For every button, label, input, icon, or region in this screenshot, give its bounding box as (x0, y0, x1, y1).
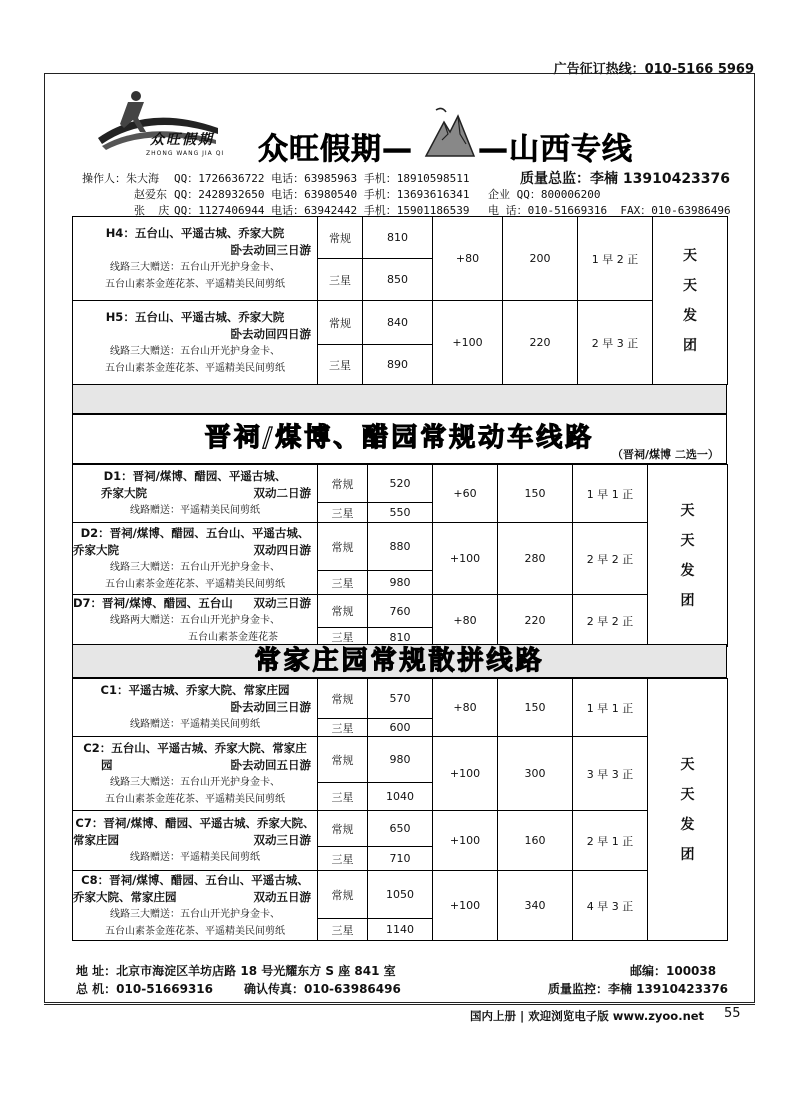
operator-1-name: 操作人：朱大海 (82, 172, 159, 185)
daily-departure: 天 天 发 团 (648, 465, 728, 647)
route-c7: C7：晋祠/煤博、醋园、平遥古城、乔家大院、 常家庄园 双动三日游 线路赠送：平遥精美民间剪纸 (73, 811, 318, 871)
route-c1: C1：平遥古城、乔家大院、常家庄园 卧去动回三日游 线路赠送：平遥精美民间剪纸 (73, 679, 318, 737)
price: 980 (368, 737, 433, 783)
tier-label: 常规 (318, 595, 368, 628)
banner-changjia: 常家庄园常规散拼线路 (72, 644, 727, 678)
price: 550 (368, 503, 433, 523)
tier-label: 三星 (318, 847, 368, 871)
single-supplement: +100 (433, 737, 498, 811)
tier-label: 常规 (318, 217, 363, 259)
price: 760 (368, 595, 433, 628)
child-price: 300 (498, 737, 573, 811)
operator-2-info: QQ：2428932650 电话：63980540 手机：13693616341 (174, 188, 470, 201)
phone-fax: 电 话：010-51669316 FAX：010-63986496 (488, 204, 731, 217)
meals: 1 早 1 正 (573, 465, 648, 523)
meals: 2 早 2 正 (573, 595, 648, 647)
ad-hotline: 广告征订热线：010-5166 5969 (553, 62, 754, 77)
meals: 4 早 3 正 (573, 871, 648, 941)
single-supplement: +80 (433, 217, 503, 301)
price: 1140 (368, 919, 433, 941)
price: 1040 (368, 783, 433, 811)
title-left: 众旺假期— (258, 132, 413, 167)
tier-label: 常规 (318, 737, 368, 783)
route-d7: D7：晋祠/煤博、醋园、五台山 双动三日游 线路两大赠送：五台山开光护身金卡、 五台山素茶金莲花茶 (73, 595, 318, 647)
footer-postcode: 邮编：100038 (630, 964, 717, 978)
price: 810 (368, 628, 433, 647)
child-price: 150 (498, 679, 573, 737)
footer-phone: 总 机：010-51669316 (76, 982, 214, 996)
route-h5: H5：五台山、平遥古城、乔家大院 卧去动回四日游 线路三大赠送：五台山开光护身金卡、 五台山素茶金莲花茶、平遥精美民间剪纸 (73, 301, 318, 385)
route-table-c (72, 678, 728, 941)
child-price: 160 (498, 811, 573, 871)
price: 980 (368, 571, 433, 595)
meals: 2 早 2 正 (573, 523, 648, 595)
logo-chinese: 众旺假期 (150, 132, 214, 148)
banner-note: （晋祠/煤博 二选一） (612, 448, 719, 461)
price: 890 (363, 345, 433, 385)
daily-departure: 天 天 发 团 (648, 679, 728, 941)
price: 880 (368, 523, 433, 571)
tier-label: 常规 (318, 301, 363, 345)
single-supplement: +100 (433, 523, 498, 595)
quality-director: 质量总监：李楠 13910423376 (520, 171, 731, 187)
single-supplement: +80 (433, 679, 498, 737)
meals: 2 早 1 正 (573, 811, 648, 871)
price: 570 (368, 679, 433, 719)
route-table-d (72, 464, 728, 647)
price: 520 (368, 465, 433, 503)
child-price: 150 (498, 465, 573, 523)
tier-label: 三星 (318, 719, 368, 737)
bottom-rule (44, 1004, 755, 1005)
single-supplement: +80 (433, 595, 498, 647)
price: 650 (368, 811, 433, 847)
price: 850 (363, 259, 433, 301)
meals: 2 早 3 正 (578, 301, 653, 385)
tier-label: 常规 (318, 523, 368, 571)
route-c2: C2：五台山、平遥古城、乔家大院、常家庄 园 卧去动回五日游 线路三大赠送：五台山开光护身金卡、 五台山素茶金莲花茶、平遥精美民间剪纸 (73, 737, 318, 811)
single-supplement: +100 (433, 871, 498, 941)
tier-label: 常规 (318, 679, 368, 719)
price: 840 (363, 301, 433, 345)
meals: 1 早 1 正 (573, 679, 648, 737)
single-supplement: +60 (433, 465, 498, 523)
meals: 1 早 2 正 (578, 217, 653, 301)
tier-label: 三星 (318, 628, 368, 647)
child-price: 200 (503, 217, 578, 301)
tier-label: 三星 (318, 919, 368, 941)
tier-label: 三星 (318, 503, 368, 523)
title-right: —山西专线 (478, 132, 633, 167)
operator-3-name: 张 庆 (134, 204, 170, 217)
single-supplement: +100 (433, 811, 498, 871)
route-h4: H4：五台山、平遥古城、乔家大院 卧去动回三日游 线路三大赠送：五台山开光护身金卡、 五台山素茶金莲花茶、平遥精美民间剪纸 (73, 217, 318, 301)
banner-dongche: 晋祠/煤博、醋园常规动车线路 (72, 414, 727, 464)
meals: 3 早 3 正 (573, 737, 648, 811)
section-divider (72, 384, 727, 414)
price: 1050 (368, 871, 433, 919)
operator-1-info: QQ：1726636722 电话：63985963 手机：18910598511 (174, 172, 470, 185)
footer-fax: 确认传真：010-63986496 (244, 982, 401, 996)
logo-english: ZHONG WANG JIA QI (146, 150, 225, 157)
tier-label: 常规 (318, 871, 368, 919)
tier-label: 三星 (318, 259, 363, 301)
mountain-icon (422, 104, 478, 160)
price: 810 (363, 217, 433, 259)
single-supplement: +100 (433, 301, 503, 385)
bottom-bar[interactable]: 国内上册 | 欢迎浏览电子版 www.zyoo.net (470, 1009, 705, 1023)
route-d2: D2：晋祠/煤博、醋园、五台山、平遥古城、 乔家大院 双动四日游 线路三大赠送：五台山开光护身金卡、 五台山素茶金莲花茶、平遥精美民间剪纸 (73, 523, 318, 595)
tier-label: 常规 (318, 811, 368, 847)
tier-label: 常规 (318, 465, 368, 503)
operator-3-info: QQ：1127406944 电话：63942442 手机：15901186539 (174, 204, 470, 217)
tier-label: 三星 (318, 783, 368, 811)
route-c8: C8：晋祠/煤博、醋园、五台山、平遥古城、 乔家大院、常家庄园 双动五日游 线路三大赠送：五台山开光护身金卡、 五台山素茶金莲花茶、平遥精美民间剪纸 (73, 871, 318, 941)
enterprise-qq: 企业 QQ：800006200 (488, 188, 601, 201)
price: 600 (368, 719, 433, 737)
tier-label: 三星 (318, 345, 363, 385)
footer-address: 地 址：北京市海淀区羊坊店路 18 号光耀东方 S 座 841 室 (76, 964, 396, 978)
daily-departure: 天 天 发 团 (653, 217, 728, 385)
page-number: 55 (724, 1006, 741, 1021)
child-price: 220 (503, 301, 578, 385)
tier-label: 三星 (318, 571, 368, 595)
operator-2-name: 赵爱东 (134, 188, 167, 201)
child-price: 220 (498, 595, 573, 647)
child-price: 280 (498, 523, 573, 595)
route-d1: D1：晋祠/煤博、醋园、平遥古城、 乔家大院 双动二日游 线路赠送：平遥精美民间剪纸 (73, 465, 318, 523)
route-table-h (72, 216, 728, 385)
child-price: 340 (498, 871, 573, 941)
footer-supervisor: 质量监控：李楠 13910423376 (548, 982, 729, 996)
price: 710 (368, 847, 433, 871)
